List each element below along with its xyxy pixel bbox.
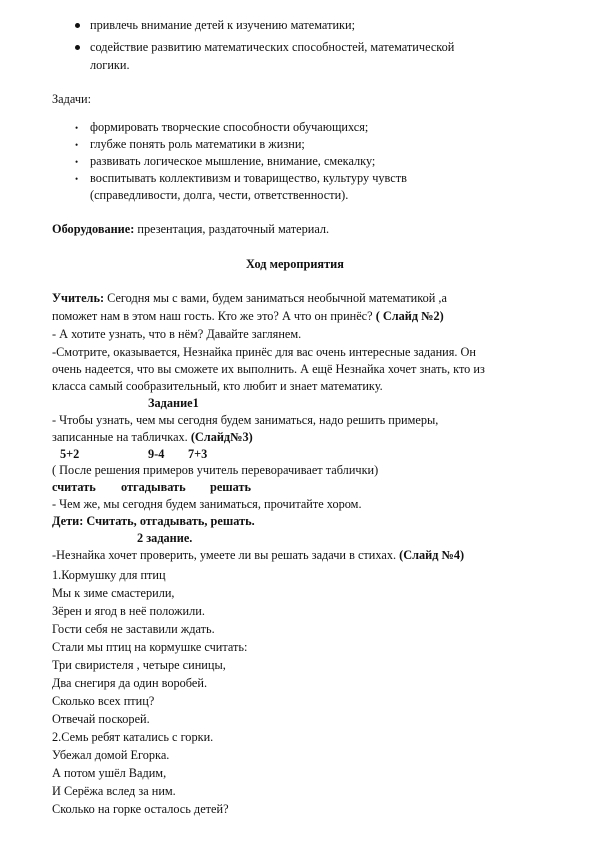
body-line xyxy=(52,430,253,445)
answer-word: решать xyxy=(210,480,252,494)
goal-item: содействие развитию математических способностей, математической xyxy=(90,40,455,54)
body-line: - Чем же, мы сегодня будем заниматься, прочитайте хором. xyxy=(52,497,362,511)
tasks-heading: Задачи: xyxy=(52,92,92,106)
goal-item: привлечь внимание детей к изучению математики; xyxy=(90,18,356,32)
body-text: -Незнайка хочет проверить, умеете ли вы решать задачи в стихах. xyxy=(52,548,400,562)
body-line xyxy=(52,548,464,563)
slide-ref: (Слайд№3) xyxy=(190,430,253,444)
task-item-continuation: (справедливости, долга, чести, ответственности). xyxy=(90,188,349,202)
body-line: класса самый сообразительный, кто любит и знает математику. xyxy=(52,379,383,393)
goal-item-continuation: логики. xyxy=(90,58,130,72)
task2-heading: 2 задание. xyxy=(137,531,193,545)
poem-line: Сколько на горке осталось детей? xyxy=(52,802,229,816)
equipment-text: презентация, раздаточный материал. xyxy=(134,222,330,236)
body-text: Сегодня мы с вами, будем заниматься необычной математикой ,а xyxy=(104,291,447,305)
body-line: - Чтобы узнать, чем мы сегодня будем заниматься, надо решить примеры, xyxy=(52,413,439,427)
small-bullet-icon: • xyxy=(75,123,79,133)
poem-line: Убежал домой Егорка. xyxy=(52,748,170,762)
poem-line: Стали мы птиц на кормушке считать: xyxy=(52,640,248,654)
body-text: поможет нам в этом наш гость. Кто же это? А что он принёс? xyxy=(52,309,376,323)
teacher-label: Учитель: xyxy=(52,291,105,305)
small-bullet-icon: • xyxy=(75,140,79,150)
poem-line: Два снегиря да один воробей. xyxy=(52,676,208,690)
task-item: формировать творческие способности обучающихся; xyxy=(90,120,369,134)
body-text: записанные на табличках. xyxy=(52,430,191,444)
body-line: - А хотите узнать, что в нём? Давайте заглянем. xyxy=(52,327,302,341)
small-bullet-icon: • xyxy=(75,174,79,184)
equipment-line xyxy=(52,222,329,237)
bullet-icon xyxy=(75,45,80,50)
answer-word: отгадывать xyxy=(121,480,186,494)
task1-heading: Задание1 xyxy=(148,396,199,410)
poem-line: И Серёжа вслед за ним. xyxy=(52,784,176,798)
body-line: -Смотрите, оказывается, Незнайка принёс для вас очень интересные задания. Он xyxy=(52,345,477,359)
poem-line: 2.Семь ребят катались с горки. xyxy=(52,730,214,744)
body-line xyxy=(52,309,444,324)
task-item: воспитывать коллективизм и товарищество, культуру чувств xyxy=(90,171,407,185)
poem-line: Сколько всех птиц? xyxy=(52,694,155,708)
equipment-label: Оборудование: xyxy=(52,222,135,236)
task-item: развивать логическое мышление, внимание, смекалку; xyxy=(90,154,376,168)
slide-ref: ( Слайд №2) xyxy=(375,309,444,323)
section-title: Ход мероприятия xyxy=(246,257,344,271)
example: 7+3 xyxy=(188,447,208,461)
answer-word: считать xyxy=(52,480,96,494)
body-line: очень надеется, что вы сможете их выполнить. А ещё Незнайка хочет знать, кто из xyxy=(52,362,485,376)
poem-line: Зёрен и ягод в неё положили. xyxy=(52,604,205,618)
poem-line: Мы к зиме смастерили, xyxy=(52,586,175,600)
task-item: глубже понять роль математики в жизни; xyxy=(90,137,305,151)
poem-line: 1.Кормушку для птиц xyxy=(52,568,166,582)
bullet-icon xyxy=(75,23,80,28)
poem-line: Гости себя не заставили ждать. xyxy=(52,622,215,636)
poem-line: Три свиристеля , четыре синицы, xyxy=(52,658,226,672)
example: 5+2 xyxy=(60,447,80,461)
example: 9-4 xyxy=(148,447,165,461)
small-bullet-icon: • xyxy=(75,157,79,167)
body-line xyxy=(52,291,447,306)
kids-answer: Дети: Считать, отгадывать, решать. xyxy=(52,514,255,528)
poem-line: Отвечай поскорей. xyxy=(52,712,150,726)
slide-ref: (Слайд №4) xyxy=(399,548,465,562)
body-line: ( После решения примеров учитель переворачивает таблички) xyxy=(52,463,379,477)
poem-line: А потом ушёл Вадим, xyxy=(52,766,167,780)
